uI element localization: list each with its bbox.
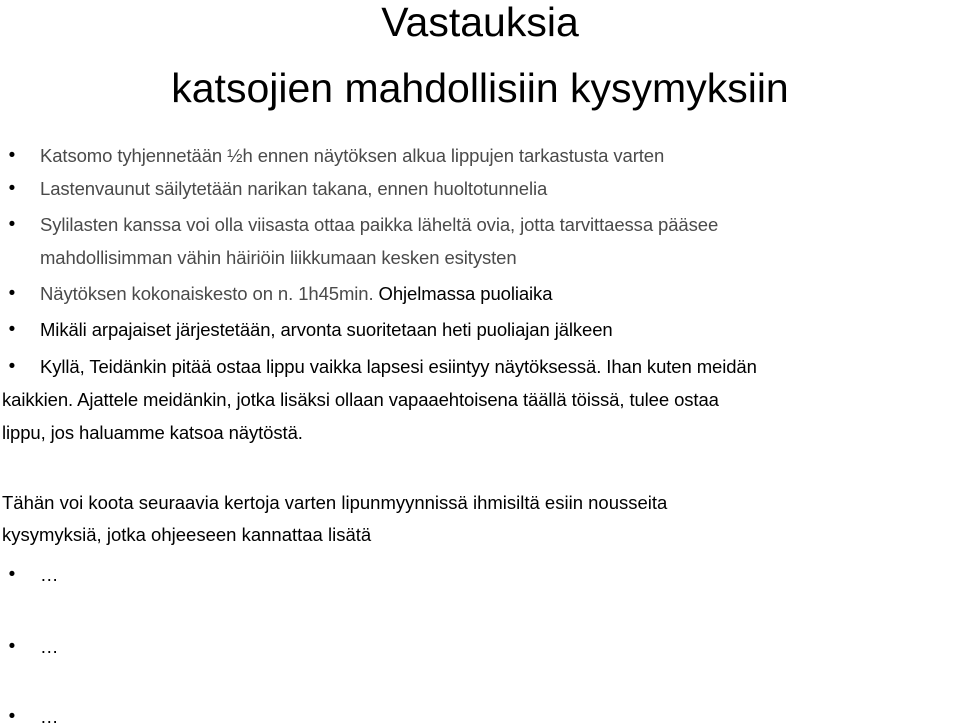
list-item-text-line-2: mahdollisimman vähin häiriöin liikkumaan kesken esitysten bbox=[40, 247, 517, 268]
bullet-icon: • bbox=[8, 706, 16, 727]
title-line-1: Vastauksia bbox=[381, 0, 579, 45]
list-item-text bbox=[40, 277, 958, 311]
placeholder-text: … bbox=[40, 564, 59, 585]
placeholder-text: … bbox=[40, 636, 59, 657]
list-item-text: Lastenvaunut säilytetään narikan takana, ennen huoltotunnelia bbox=[40, 178, 548, 199]
bullet-icon: • bbox=[8, 564, 16, 585]
duration-text: Näytöksen kokonaiskesto on n. 1h45min. bbox=[40, 283, 374, 304]
list-item-text-line-3: lippu, jos haluamme katsoa näytöstä. bbox=[2, 422, 303, 443]
bullet-icon: • bbox=[8, 178, 16, 199]
bullet-icon: • bbox=[8, 356, 16, 377]
list-item-text-line-1: Sylilasten kanssa voi olla viisasta ottaa paikka läheltä ovia, jotta tarvittaessa pääsee bbox=[40, 214, 719, 235]
bullet-icon: • bbox=[8, 145, 16, 166]
list-item-text-line-2: kaikkien. Ajattele meidänkin, jotka lisäksi ollaan vapaaehtoisena täällä töissä, tulee ostaa bbox=[2, 389, 719, 410]
list-item-text: Katsomo tyhjennetään ½h ennen näytöksen alkua lippujen tarkastusta varten bbox=[40, 145, 665, 166]
title-line-2: katsojien mahdollisiin kysymyksiin bbox=[171, 65, 789, 111]
list-item-text: Mikäli arpajaiset järjestetään, arvonta suoritetaan heti puoliajan jälkeen bbox=[40, 319, 613, 340]
note-line-1: Tähän voi koota seuraavia kertoja varten lipunmyynnissä ihmisiltä esiin nousseita bbox=[2, 492, 668, 513]
intermission-text: Ohjelmassa puoliaika bbox=[373, 283, 553, 304]
placeholder-text: … bbox=[40, 706, 59, 727]
bullet-icon: • bbox=[8, 319, 16, 340]
bullet-icon: • bbox=[8, 214, 16, 235]
list-item-text-line-1: Kyllä, Teidänkin pitää ostaa lippu vaikka lapsesi esiintyy näytöksessä. Ihan kuten meidän bbox=[40, 356, 757, 377]
bullet-icon: • bbox=[8, 283, 16, 304]
bullet-icon: • bbox=[8, 636, 16, 657]
note-line-2: kysymyksiä, jotka ohjeeseen kannattaa lisätä bbox=[2, 524, 372, 545]
